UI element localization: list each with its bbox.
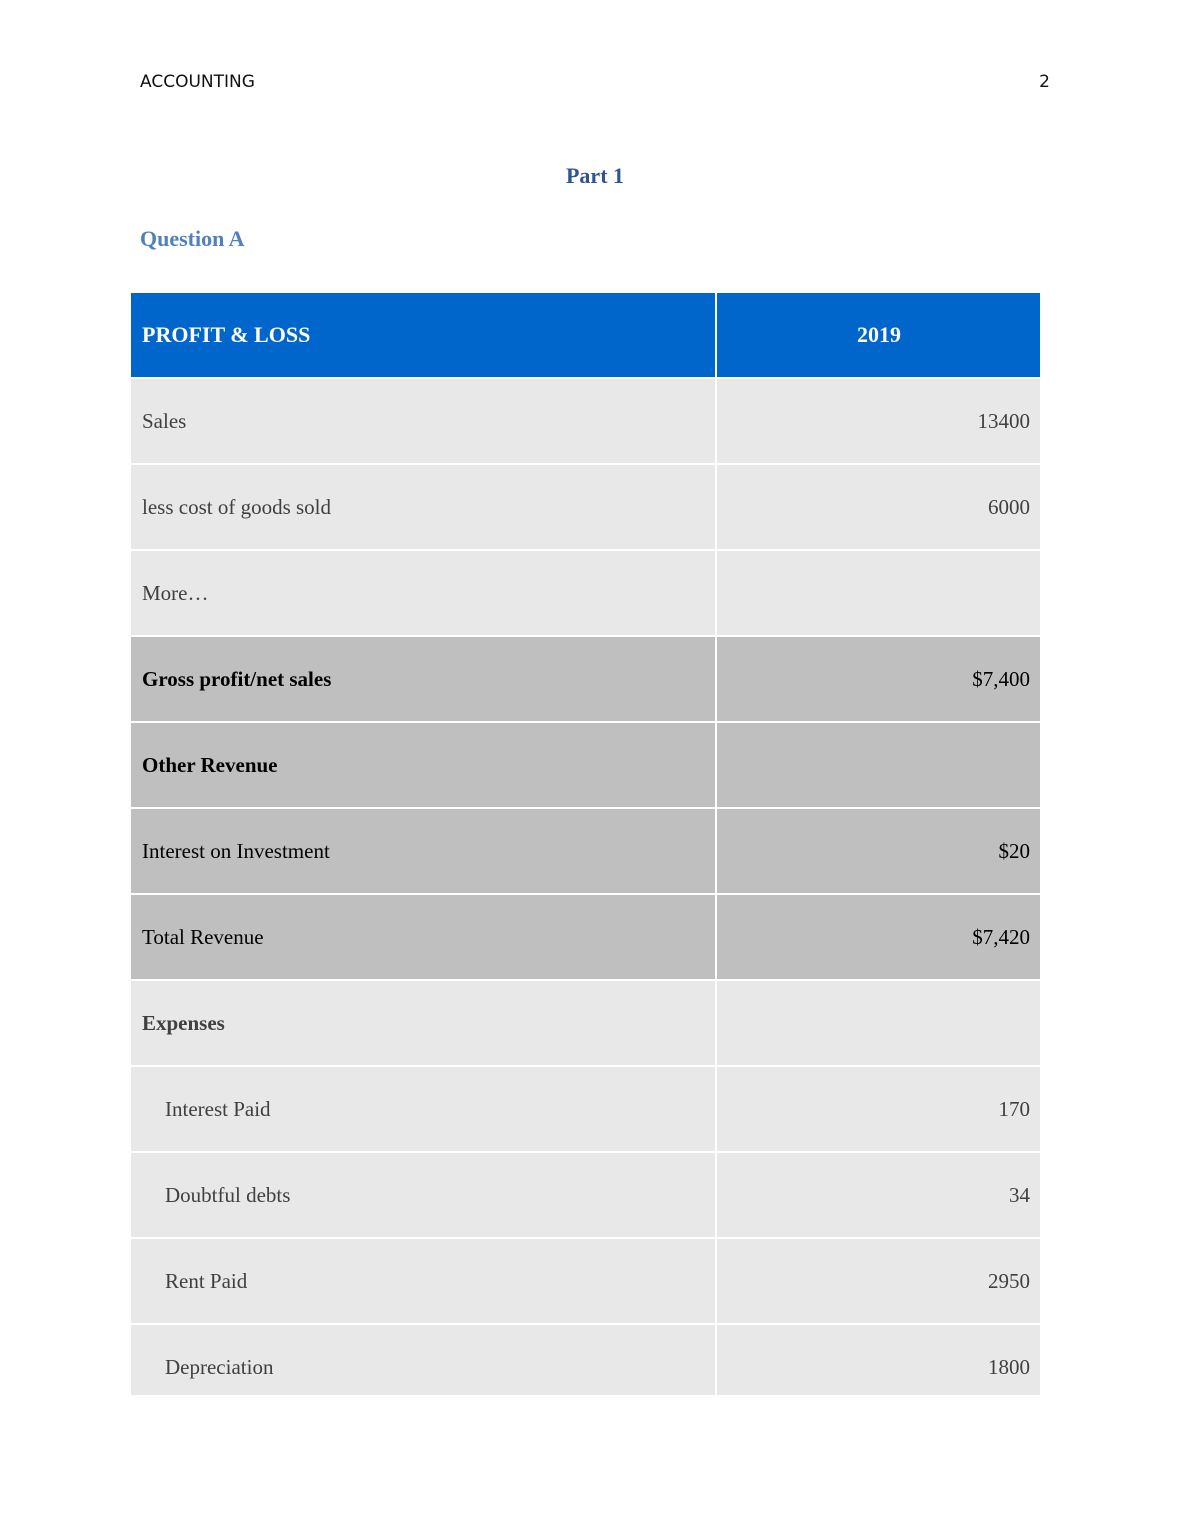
row-label: Interest on Investment [130, 808, 716, 894]
table-header-row [130, 292, 1040, 378]
profit-loss-table-container [129, 291, 1040, 1395]
table-row [130, 1066, 1040, 1152]
row-value [716, 980, 1040, 1066]
row-label: Sales [130, 378, 716, 464]
row-label: Interest Paid [130, 1066, 716, 1152]
table-row [130, 1238, 1040, 1324]
row-label: Gross profit/net sales [130, 636, 716, 722]
table-row [130, 808, 1040, 894]
row-label: Expenses [130, 980, 716, 1066]
row-value: 13400 [716, 378, 1040, 464]
table-row [130, 894, 1040, 980]
row-label: Doubtful debts [130, 1152, 716, 1238]
table-row [130, 722, 1040, 808]
row-label: Other Revenue [130, 722, 716, 808]
row-value [716, 722, 1040, 808]
table-row [130, 378, 1040, 464]
row-value: 6000 [716, 464, 1040, 550]
column-header-label: PROFIT & LOSS [130, 292, 716, 378]
row-value: 2950 [716, 1238, 1040, 1324]
table-row [130, 1324, 1040, 1395]
row-label: More… [130, 550, 716, 636]
part-heading: Part 1 [565, 163, 625, 188]
row-value: $7,420 [716, 894, 1040, 980]
header-title: ACCOUNTING [140, 72, 255, 92]
column-header-year: 2019 [716, 292, 1040, 378]
table-row [130, 550, 1040, 636]
row-value: $20 [716, 808, 1040, 894]
row-label: Depreciation [130, 1324, 716, 1395]
table-row [130, 636, 1040, 722]
row-label: less cost of goods sold [130, 464, 716, 550]
row-label: Rent Paid [130, 1238, 716, 1324]
table-row [130, 1152, 1040, 1238]
row-value: $7,400 [716, 636, 1040, 722]
row-value: 170 [716, 1066, 1040, 1152]
running-header [140, 72, 1050, 96]
table-row [130, 980, 1040, 1066]
page-number: 2 [1039, 72, 1050, 92]
row-label: Total Revenue [130, 894, 716, 980]
row-value: 34 [716, 1152, 1040, 1238]
table-row [130, 464, 1040, 550]
profit-loss-table [129, 291, 1040, 1395]
row-value [716, 550, 1040, 636]
row-value: 1800 [716, 1324, 1040, 1395]
question-heading: Question A [140, 226, 245, 251]
